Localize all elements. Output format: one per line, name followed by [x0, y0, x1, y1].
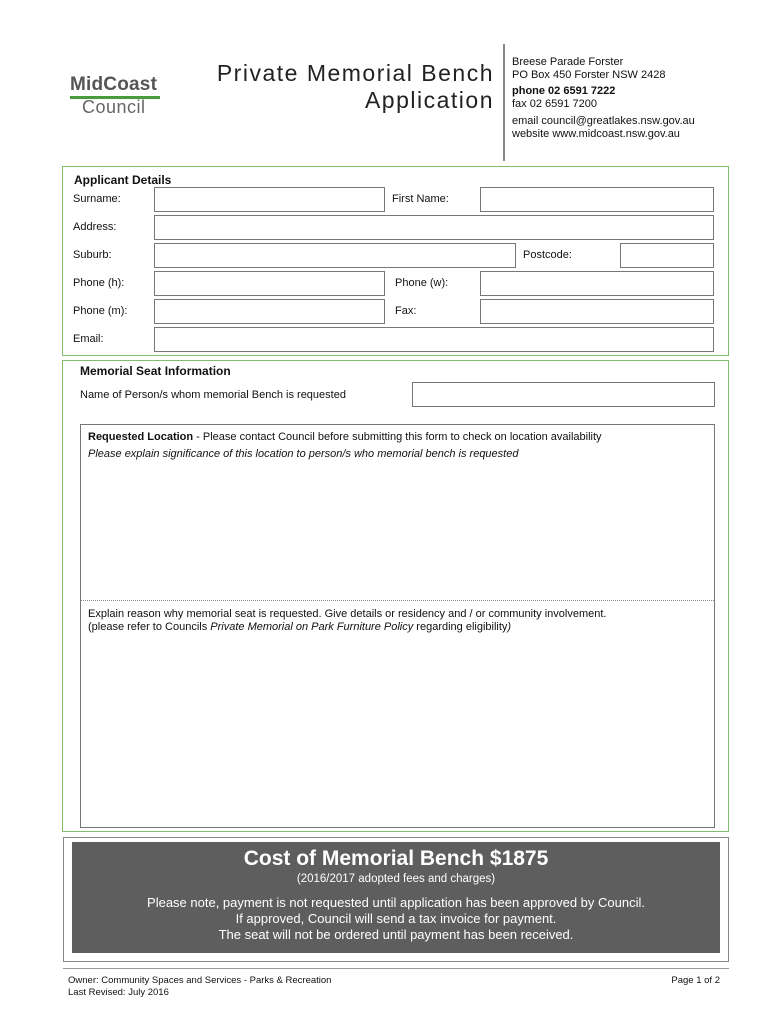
- suburb-label: Suburb:: [73, 249, 112, 261]
- footer-revised: Last Revised: July 2016: [68, 987, 169, 998]
- reason-prompt-a: (please refer to Councils: [88, 621, 211, 633]
- address-field[interactable]: [154, 215, 714, 240]
- cost-title: Cost of Memorial Bench $1875: [243, 847, 549, 870]
- contact-email: email council@greatlakes.nsw.gov.au: [512, 115, 695, 127]
- fax-label: Fax:: [395, 305, 417, 317]
- cost-subtitle: (2016/2017 adopted fees and charges): [296, 873, 496, 885]
- requested-location-text: - Please contact Council before submitting this form to check on location availability: [193, 431, 602, 443]
- reason-prompt-c: ): [507, 621, 512, 633]
- surname-field[interactable]: [154, 187, 385, 212]
- address-label: Address:: [73, 221, 117, 233]
- applicant-heading: Applicant Details: [74, 173, 172, 187]
- logo-council: Council: [82, 97, 146, 117]
- policy-reference: Private Memorial on Park Furniture Policy: [210, 621, 414, 633]
- logo-midcoast: MidCoast: [70, 74, 158, 95]
- footer-rule: [63, 968, 729, 969]
- reason-area[interactable]: [81, 636, 714, 826]
- reason-prompt-b: regarding eligibility: [413, 621, 508, 633]
- page-title-line2: Application: [364, 87, 494, 113]
- section-divider: [81, 600, 714, 601]
- reason-prompt-line2: [88, 621, 511, 633]
- cost-note-line1: Please note, payment is not requested until application has been approved by Council.: [147, 895, 645, 910]
- phone-work-field[interactable]: [480, 271, 714, 296]
- phone-home-label: Phone (h):: [73, 277, 125, 289]
- contact-address2: PO Box 450 Forster NSW 2428: [512, 69, 666, 81]
- surname-label: Surname:: [73, 193, 121, 205]
- email-label: Email:: [73, 333, 104, 345]
- cost-note-line3: The seat will not be ordered until payment has been received.: [218, 927, 574, 942]
- person-name-label: Name of Person/s whom memorial Bench is requested: [80, 389, 346, 401]
- cost-note: [72, 895, 720, 943]
- phone-home-field[interactable]: [154, 271, 385, 296]
- header-divider: [503, 44, 505, 161]
- cost-panel: [72, 842, 720, 953]
- requested-location-label: [88, 431, 602, 443]
- suburb-field[interactable]: [154, 243, 516, 268]
- page-title-line1: Private Memorial Bench: [216, 60, 494, 86]
- first-name-field[interactable]: [480, 187, 714, 212]
- contact-fax: fax 02 6591 7200: [512, 98, 598, 110]
- fax-field[interactable]: [480, 299, 714, 324]
- location-significance-area[interactable]: [81, 462, 714, 599]
- first-name-label: First Name:: [392, 193, 449, 205]
- phone-work-label: Phone (w):: [395, 277, 449, 289]
- person-name-field[interactable]: [412, 382, 715, 407]
- contact-address1: Breese Parade Forster: [512, 56, 624, 68]
- phone-mobile-field[interactable]: [154, 299, 385, 324]
- postcode-label: Postcode:: [523, 249, 572, 261]
- memorial-heading: Memorial Seat Information: [80, 364, 231, 378]
- location-significance-prompt: Please explain significance of this location to person/s who memorial bench is requested: [88, 448, 519, 460]
- phone-mobile-label: Phone (m):: [73, 305, 128, 317]
- email-field[interactable]: [154, 327, 714, 352]
- requested-location-bold: Requested Location: [88, 431, 194, 443]
- footer-page-number: Page 1 of 2: [671, 975, 720, 986]
- contact-phone: phone 02 6591 7222: [512, 85, 616, 97]
- footer-owner: Owner: Community Spaces and Services - Parks & Recreation: [68, 975, 332, 986]
- reason-prompt-line1: Explain reason why memorial seat is requested. Give details or residency and / or community involvement.: [88, 608, 607, 620]
- contact-website: website www.midcoast.nsw.gov.au: [512, 128, 680, 140]
- postcode-field[interactable]: [620, 243, 714, 268]
- cost-note-line2: If approved, Council will send a tax invoice for payment.: [235, 911, 557, 926]
